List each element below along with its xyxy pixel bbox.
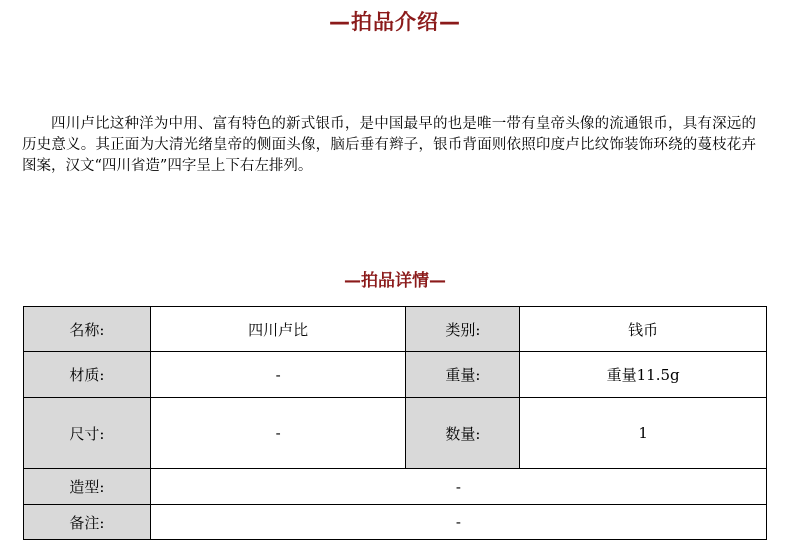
name-label: 名称: xyxy=(24,307,151,352)
table-row-size xyxy=(24,398,767,469)
size-label: 尺寸: xyxy=(24,398,151,469)
quantity-value: 1 xyxy=(520,398,767,469)
notes-value: - xyxy=(150,505,766,540)
shape-label: 造型: xyxy=(24,469,151,505)
name-value: 四川卢比 xyxy=(150,307,406,352)
notes-label: 备注: xyxy=(24,505,151,540)
category-label: 类别: xyxy=(406,307,520,352)
intro-paragraph: 四川卢比这种洋为中用、富有特色的新式银币，是中国最早的也是唯一带有皇帝头像的流通银币，具有深远的历史意义。其正面为大清光绪皇帝的侧面头像，脑后垂有辫子，银币背面则依照印度卢比纹饰装饰环绕的蔓枝花卉图案，汉文“四川省造”四字呈上下右左排列。 xyxy=(22,116,756,174)
weight-label: 重量: xyxy=(406,352,520,398)
table-row-material xyxy=(24,352,767,398)
details-title: —拍品详情— xyxy=(344,271,446,291)
details-table xyxy=(23,306,767,540)
intro-title: —拍品介绍— xyxy=(329,10,461,34)
material-label: 材质: xyxy=(24,352,151,398)
table-row-shape xyxy=(24,469,767,505)
weight-value: 重量11.5g xyxy=(520,352,767,398)
quantity-label: 数量: xyxy=(406,398,520,469)
table-row-name xyxy=(24,307,767,352)
category-value: 钱币 xyxy=(520,307,767,352)
material-value: - xyxy=(150,352,406,398)
table-row-notes xyxy=(24,505,767,540)
size-value: - xyxy=(150,398,406,469)
shape-value: - xyxy=(150,469,766,505)
